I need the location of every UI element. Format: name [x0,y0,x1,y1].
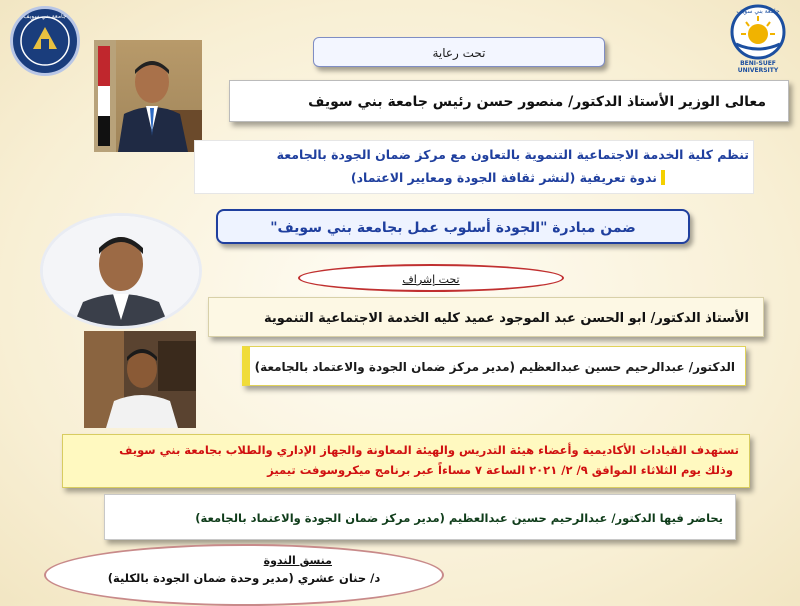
director-photo [84,331,196,428]
supervision-label: تحت إشراف [402,273,460,286]
university-logo-right [722,2,794,72]
dean-portrait-icon [43,216,199,326]
coordinator-name: د/ حنان عشري (مدير وحدة ضمان الجودة بالكلية) [107,571,381,585]
university-logo-left [10,6,80,76]
dean-name-box [208,297,764,337]
audience-box [62,434,750,488]
supervision-label-box [298,264,564,292]
director-name: الدكتور/ عبدالرحيم حسين عبدالعظيم (مدير مركز ضمان الجودة والاعتماد بالجامعة) [254,360,735,374]
dean-photo [40,213,202,329]
right-logo-caption: BENI-SUEF UNIVERSITY [737,60,779,74]
initiative-text: ضمن مبادرة "الجودة أسلوب عمل بجامعة بني سويف" [270,220,636,236]
director-portrait-icon [84,331,196,428]
minister-name: معالى الوزير الأستاذ الدكتور/ منصور حسن رئيس جامعة بني سويف [308,94,766,110]
left-logo-text: جامعة بني سويف [23,13,67,20]
lecturer-box [104,494,736,540]
director-name-box [242,346,746,386]
organizer-box [194,140,754,194]
coordinator-label: منسق الندوة [263,554,332,567]
right-logo-text: جامعة بني سويف [736,8,780,15]
minister-portrait-icon [94,40,202,152]
patronage-label: تحت رعاية [432,46,486,60]
initiative-box [216,209,690,244]
minister-photo [94,40,202,152]
patronage-label-box [313,37,605,67]
organizer-line-2: ندوة تعريفية (لنشر ثقافة الجودة ومعايير الاعتماد) [351,170,665,185]
coordinator-box [44,544,444,606]
audience-line-2: وذلك يوم الثلاثاء الموافق ٩/ ٢/ ٢٠٢١ الساعة ٧ مساءاً عبر برنامج ميكروسوفت تيميز [267,463,733,477]
dean-name: الأستاذ الدكتور/ ابو الحسن عبد الموجود عميد كليه الخدمة الاجتماعية التنموية [263,311,749,326]
audience-line-1: تستهدف القيادات الأكاديمية وأعضاء هيئة التدريس والهيئة المعاونة والجهاز الإداري والطلاب بجامعة بني سويف [119,443,739,457]
organizer-line-1: تنظم كلية الخدمة الاجتماعية التنموية بالتعاون مع مركز ضمان الجودة بالجامعة [276,147,749,162]
lecturer-text: يحاضر فيها الدكتور/ عبدالرحيم حسين عبدالعظيم (مدير مركز ضمان الجودة والاعتماد بالجامعة) [195,511,723,525]
minister-name-box [229,80,789,122]
